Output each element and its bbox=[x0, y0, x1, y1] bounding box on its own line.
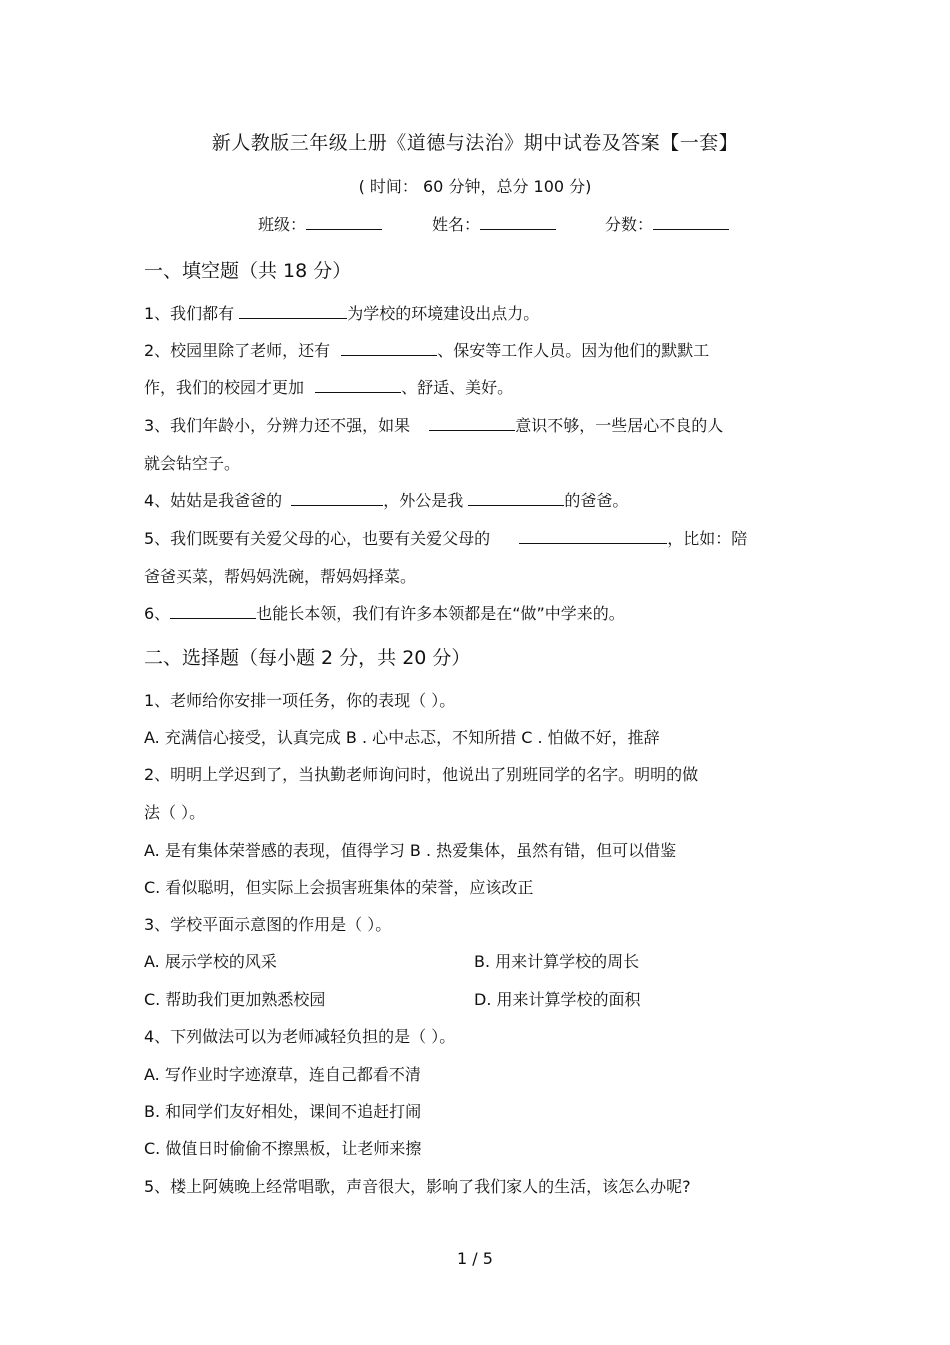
class-blank bbox=[306, 213, 382, 230]
q2-text-d: 、舒适、美好。 bbox=[401, 378, 514, 397]
q4-blank-1 bbox=[291, 491, 383, 506]
score-blank bbox=[653, 213, 729, 230]
q4-text-b: ，外公是我 bbox=[383, 491, 464, 510]
q5-text-a: 5、我们既要有关爱父母的心，也要有关爱父母的 bbox=[144, 529, 491, 548]
choice-question-1-stem: 1、老师给你安排一项任务，你的表现（ ）。 bbox=[144, 691, 456, 710]
choice-question-3-option-c: C. 帮助我们更加熟悉校园 bbox=[144, 990, 326, 1009]
fill-question-5-line1 bbox=[144, 526, 747, 549]
q5-blank bbox=[519, 529, 667, 544]
q1-text-b: 为学校的环境建设出点力。 bbox=[347, 304, 540, 323]
section-heading-fill-in: 一、填空题（共 18 分） bbox=[144, 260, 352, 282]
page-number: 1 / 5 bbox=[457, 1249, 493, 1268]
section-heading-choice: 二、选择题（每小题 2 分，共 20 分） bbox=[144, 647, 471, 669]
choice-question-1-options: A. 充满信心接受，认真完成 B . 心中忐忑，不知所措 C . 怕做不好，推辞 bbox=[144, 728, 660, 747]
choice-question-2-stem-line2: 法（ ）。 bbox=[144, 803, 206, 822]
name-blank bbox=[480, 213, 556, 230]
q4-text-a: 4、姑姑是我爸爸的 bbox=[144, 491, 283, 510]
choice-question-3-option-a: A. 展示学校的风采 bbox=[144, 952, 277, 971]
class-label: 班级： bbox=[258, 215, 307, 234]
choice-question-2-stem-line1: 2、明明上学迟到了，当执勤老师询问时，他说出了别班同学的名字。明明的做 bbox=[144, 765, 699, 784]
q6-text-b: 也能长本领，我们有许多本领都是在“做”中学来的。 bbox=[256, 604, 625, 623]
q6-text-a: 6、 bbox=[144, 604, 171, 623]
fill-question-1 bbox=[144, 301, 539, 324]
choice-question-3-option-b: B. 用来计算学校的周长 bbox=[474, 952, 640, 971]
q4-text-c: 的爸爸。 bbox=[564, 491, 629, 510]
q1-text-a: 1、我们都有 bbox=[144, 304, 235, 323]
q5-text-b: ，比如：陪 bbox=[667, 529, 748, 548]
fill-question-3-line2: 就会钻空子。 bbox=[144, 454, 241, 473]
fill-question-2-line1 bbox=[144, 338, 709, 361]
q6-blank bbox=[170, 604, 256, 619]
fill-question-4 bbox=[144, 488, 628, 511]
fill-question-3-line1 bbox=[144, 413, 723, 436]
choice-question-2-options-ab: A. 是有集体荣誉感的表现，值得学习 B . 热爱集体，虽然有错，但可以借鉴 bbox=[144, 841, 677, 860]
choice-question-4-option-b: B. 和同学们友好相处，课间不追赶打闹 bbox=[144, 1102, 422, 1121]
name-label: 姓名： bbox=[432, 215, 481, 234]
q3-text-a: 3、我们年龄小，分辨力还不强，如果 bbox=[144, 416, 411, 435]
q2-text-c: 作，我们的校园才更加 bbox=[144, 378, 305, 397]
q3-text-b: 意识不够，一些居心不良的人 bbox=[515, 416, 724, 435]
q1-blank bbox=[239, 304, 347, 319]
choice-question-4-option-a: A. 写作业时字迹潦草，连自己都看不清 bbox=[144, 1065, 421, 1084]
choice-question-3-stem: 3、学校平面示意图的作用是（ ）。 bbox=[144, 915, 392, 934]
q4-blank-2 bbox=[468, 491, 564, 506]
name-field bbox=[432, 212, 556, 235]
exam-time-info: ( 时间： 60 分钟，总分 100 分) bbox=[358, 177, 592, 196]
q2-text-a: 2、校园里除了老师，还有 bbox=[144, 341, 331, 360]
page-title: 新人教版三年级上册《道德与法治》期中试卷及答案【一套】 bbox=[211, 132, 739, 154]
q2-blank-2 bbox=[315, 378, 401, 393]
class-field bbox=[258, 212, 382, 235]
choice-question-2-option-c: C. 看似聪明，但实际上会损害班集体的荣誉，应该改正 bbox=[144, 878, 534, 897]
choice-question-4-stem: 4、下列做法可以为老师减轻负担的是（ ）。 bbox=[144, 1027, 456, 1046]
fill-question-5-line2: 爸爸买菜，帮妈妈洗碗，帮妈妈择菜。 bbox=[144, 567, 417, 586]
score-label: 分数： bbox=[605, 215, 654, 234]
score-field bbox=[605, 212, 729, 235]
choice-question-4-option-c: C. 做值日时偷偷不擦黑板，让老师来擦 bbox=[144, 1139, 422, 1158]
fill-question-6 bbox=[144, 601, 625, 624]
choice-question-5-stem: 5、楼上阿姨晚上经常唱歌，声音很大，影响了我们家人的生活，该怎么办呢? bbox=[144, 1177, 691, 1196]
q2-text-b: 、保安等工作人员。因为他们的默默工 bbox=[437, 341, 710, 360]
q2-blank-1 bbox=[341, 341, 437, 356]
choice-question-3-option-d: D. 用来计算学校的面积 bbox=[474, 990, 641, 1009]
q3-blank bbox=[429, 416, 515, 431]
fill-question-2-line2 bbox=[144, 375, 513, 398]
